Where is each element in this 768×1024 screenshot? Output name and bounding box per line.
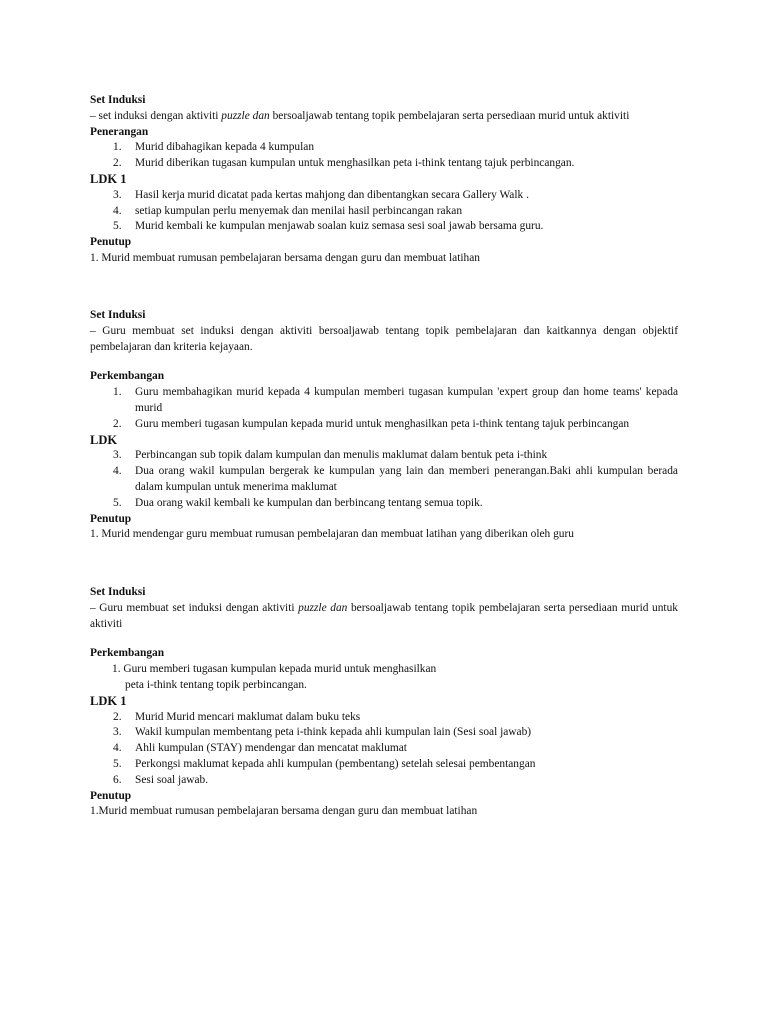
penutup-heading: Penutup — [90, 512, 132, 525]
item-text: Dua orang wakil kumpulan bergerak ke kumpulan yang lain dan memberi penerangan.Baki ahli kumpulan berada dalam kumpulan untuk menerima maklumat — [135, 465, 678, 493]
list-item — [90, 156, 678, 172]
set-induksi-heading: Set Induksi — [90, 94, 146, 106]
set-induksi-heading: Set Induksi — [90, 586, 146, 598]
item-number: 5. — [113, 220, 122, 233]
item-text: Sesi soal jawab. — [135, 773, 209, 786]
perkembangan-item-1: 1. Guru memberi tugasan kumpulan kepada murid untuk menghasilkan — [112, 663, 437, 676]
item-text: Murid dibahagikan kepada 4 kumpulan — [135, 141, 315, 154]
item-number: 1. — [113, 141, 122, 154]
item-text: Murid kembali ke kumpulan menjawab soalan kuiz semasa sesi soal jawab bersama guru. — [135, 220, 544, 233]
ldk-heading: LDK 1 — [90, 171, 127, 186]
perkembangan-heading: Perkembangan — [90, 647, 165, 660]
item-text: setiap kumpulan perlu menyemak dan menilai hasil perbincangan rakan — [135, 204, 463, 217]
item-text: Murid diberikan tugasan kumpulan untuk menghasilkan peta i-think tentang tajuk perbincangan. — [135, 157, 575, 170]
list-item — [90, 496, 678, 512]
item-number: 4. — [113, 465, 122, 478]
list-item — [90, 741, 678, 757]
item-number: 3. — [113, 449, 122, 462]
ldk-heading: LDK — [90, 432, 118, 447]
set-induksi-text — [90, 109, 678, 125]
item-number: 1. — [113, 386, 122, 399]
item-number: 4. — [113, 204, 122, 217]
item-number: 6. — [113, 773, 122, 786]
item-number: 2. — [113, 157, 122, 170]
intro-text-end: bersoaljawab tentang topik pembelajaran serta persediaan murid untuk aktiviti — [269, 109, 630, 122]
penutup-heading: Penutup — [90, 789, 132, 802]
item-number: 3. — [113, 188, 122, 201]
item-text: Perkongsi maklumat kepada ahli kumpulan (pembentang) setelah selesai pembentangan — [135, 757, 536, 770]
perkembangan-heading: Perkembangan — [90, 370, 165, 383]
item-text: Guru memberi tugasan kumpulan kepada murid untuk menghasilkan peta i-think tentang tajuk perbincangan — [135, 417, 630, 430]
intro-text-italic: puzzle dan — [221, 109, 270, 122]
item-text: Dua orang wakil kembali ke kumpulan dan berbincang tentang semua topik. — [135, 496, 483, 509]
list-item — [90, 725, 678, 741]
intro-text-start: – Guru membuat set induksi dengan aktiviti — [90, 601, 299, 614]
ldk-list — [90, 710, 678, 789]
penutup-text: 1. Murid membuat rumusan pembelajaran bersama dengan guru dan membuat latihan — [90, 251, 481, 264]
item-number: 5. — [113, 757, 122, 770]
ldk-heading: LDK 1 — [90, 693, 127, 708]
list-item — [90, 464, 678, 496]
item-text: Guru membahagikan murid kepada 4 kumpulan memberi tugasan kumpulan 'expert group dan home teams' kepada murid — [135, 386, 678, 414]
penerangan-heading: Penerangan — [90, 125, 149, 138]
item-number: 5. — [113, 496, 122, 509]
item-text: Perbincangan sub topik dalam kumpulan dan menulis maklumat dalam bentuk peta i-think — [135, 449, 548, 462]
penutup-text: 1.Murid membuat rumusan pembelajaran bersama dengan guru dan membuat latihan — [90, 805, 478, 818]
set-induksi-heading: Set Induksi — [90, 309, 146, 321]
list-item — [90, 417, 678, 433]
list-item — [90, 773, 678, 789]
lesson-section-2 — [90, 308, 678, 543]
lesson-section-3 — [90, 585, 678, 820]
item-text: Ahli kumpulan (STAY) mendengar dan mencatat maklumat — [135, 742, 407, 755]
penerangan-list — [90, 140, 678, 172]
list-item — [90, 757, 678, 773]
list-item — [90, 710, 678, 726]
intro-text-italic: puzzle dan — [298, 601, 348, 614]
item-number: 4. — [113, 742, 122, 755]
item-number: 2. — [113, 710, 122, 723]
item-text: Hasil kerja murid dicatat pada kertas mahjong dan dibentangkan secara Gallery Walk . — [135, 188, 529, 201]
ldk-list — [90, 188, 678, 235]
penutup-text: 1. Murid mendengar guru membuat rumusan pembelajaran dan membuat latihan yang diberikan oleh guru — [90, 528, 574, 541]
list-item — [90, 219, 678, 235]
intro-text-start: – set induksi dengan aktiviti — [90, 109, 222, 122]
list-item — [90, 188, 678, 204]
set-induksi-text: – Guru membuat set induksi dengan aktiviti bersoaljawab tentang topik pembelajaran dan kaitkannya dengan objektif pembelajaran dan kriteria kejayaan. — [90, 324, 678, 353]
item-number: 2. — [113, 417, 122, 430]
set-induksi-text — [90, 601, 678, 633]
lesson-section-1 — [90, 93, 678, 267]
perkembangan-list — [90, 385, 678, 432]
item-number: 3. — [113, 726, 122, 739]
list-item — [90, 140, 678, 156]
list-item — [90, 385, 678, 417]
item-text: Wakil kumpulan membentang peta i-think kepada ahli kumpulan lain (Sesi soal jawab) — [135, 726, 532, 739]
list-item — [90, 448, 678, 464]
item-text: Murid Murid mencari maklumat dalam buku teks — [135, 710, 361, 723]
intro-text-end: bersoaljawab tentang topik pembelajaran serta persediaan murid untuk aktiviti — [90, 601, 678, 630]
perkembangan-item-1-continued: peta i-think tentang topik perbincangan. — [125, 678, 307, 691]
ldk-list — [90, 448, 678, 511]
penutup-heading: Penutup — [90, 236, 132, 249]
list-item — [90, 204, 678, 220]
